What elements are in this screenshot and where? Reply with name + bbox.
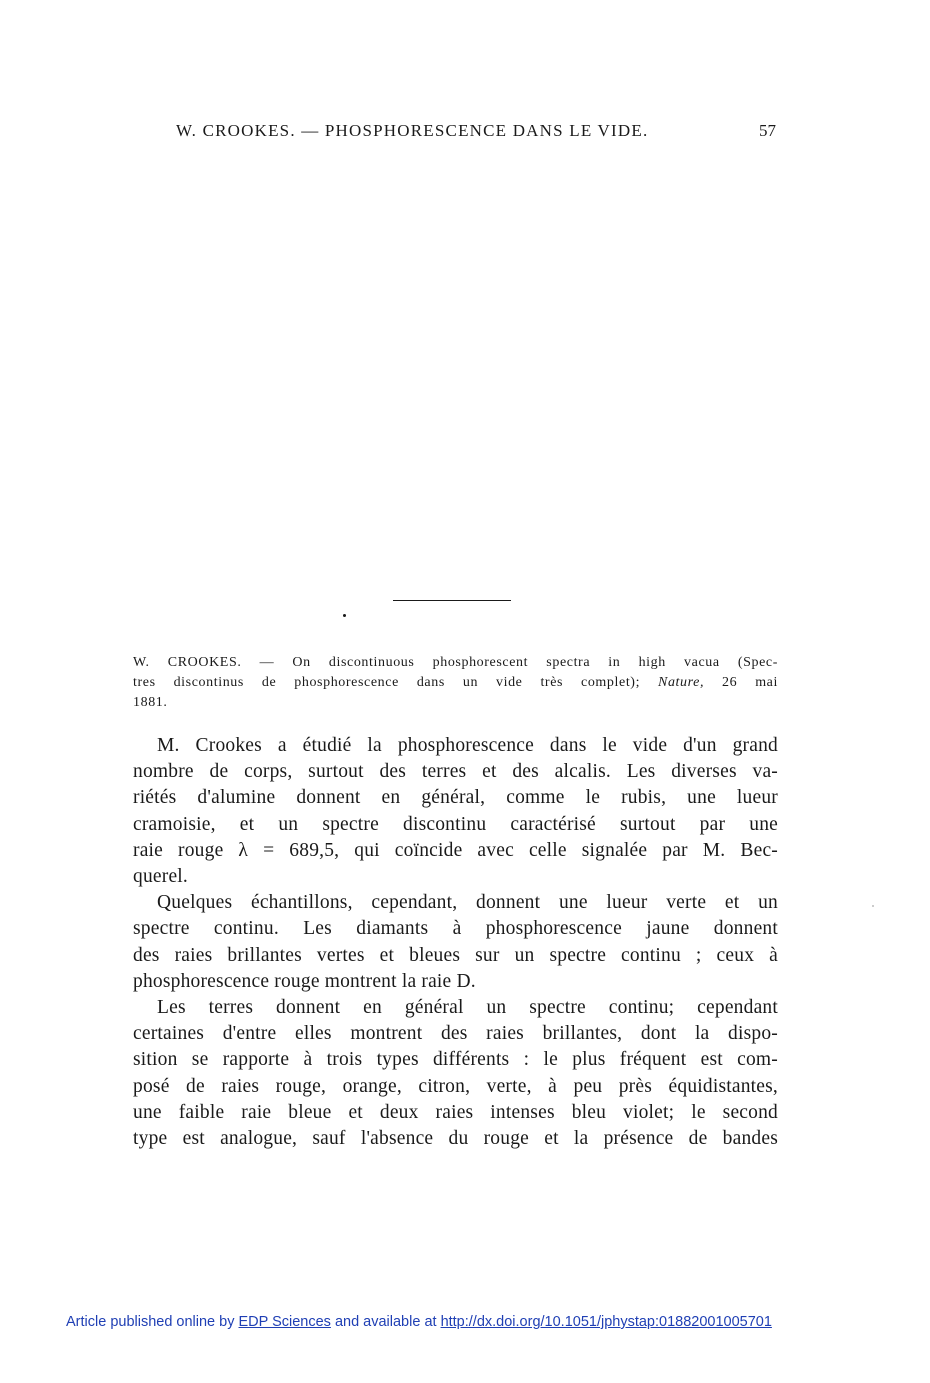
- reference-date: 26 mai: [722, 675, 778, 690]
- scan-speck: [872, 905, 874, 907]
- publication-footer: [66, 1314, 772, 1330]
- article-body: [133, 733, 778, 1152]
- text-line: querel.: [133, 866, 188, 888]
- separator-rule: [393, 600, 511, 601]
- text-line: type est analogue, sauf l'absence du rouge et la présence de bandes: [133, 1128, 778, 1150]
- reference-line: [133, 673, 778, 693]
- text-line: M. Crookes a étudié la phosphorescence dans le vide d'un grand: [157, 735, 778, 756]
- text-line: des raies brillantes vertes et bleues sur un spectre continu ; ceux à: [133, 944, 778, 966]
- paragraph-2: [133, 890, 778, 995]
- paragraph-1: [133, 733, 778, 890]
- journal-name: Nature,: [658, 675, 705, 690]
- text-line: sition se rapporte à trois types différents : le plus fréquent est com-: [133, 1049, 778, 1071]
- publisher-link[interactable]: EDP Sciences: [238, 1314, 331, 1330]
- text-line: phosphorescence rouge montrent la raie D.: [133, 970, 476, 992]
- text-line: certaines d'entre elles montrent des raies brillantes, dont la dispo-: [133, 1023, 778, 1045]
- footer-middle: and available at: [334, 1314, 437, 1330]
- paragraph-3: [133, 995, 778, 1152]
- doi-link[interactable]: http://dx.doi.org/10.1051/jphystap:01882001005701: [440, 1314, 772, 1330]
- reference-text: tres discontinus de phosphorescence dans un vide très complet);: [133, 675, 641, 690]
- text-line: cramoisie, et un spectre discontinu caractérisé surtout par une: [133, 813, 778, 835]
- footer-prefix: Article published online by: [66, 1314, 235, 1330]
- reference-line: 1881.: [133, 695, 168, 710]
- running-title: W. CROOKES. — PHOSPHORESCENCE DANS LE VIDE.: [176, 121, 649, 140]
- text-line: nombre de corps, surtout des terres et des alcalis. Les diverses va-: [133, 761, 778, 783]
- separator-dot: [343, 614, 346, 617]
- page-number: 57: [759, 121, 776, 140]
- text-line: Les terres donnent en général un spectre continu; cependant: [157, 997, 778, 1019]
- text-line: raie rouge λ = 689,5, qui coïncide avec celle signalée par M. Bec-: [133, 839, 778, 861]
- reference-line: W. CROOKES. — On discontinuous phosphorescent spectra in high vacua (Spec-: [133, 655, 778, 670]
- text-line: spectre continu. Les diamants à phosphorescence jaune donnent: [133, 918, 778, 940]
- text-line: Quelques échantillons, cependant, donnent une lueur verte et un: [157, 892, 778, 914]
- text-line: riétés d'alumine donnent en général, comme le rubis, une lueur: [133, 787, 778, 809]
- text-line: posé de raies rouge, orange, citron, verte, à peu près équidistantes,: [133, 1075, 778, 1097]
- bibliographic-reference: [133, 653, 778, 713]
- text-line: une faible raie bleue et deux raies intenses bleu violet; le second: [133, 1101, 778, 1123]
- running-head: [176, 121, 776, 145]
